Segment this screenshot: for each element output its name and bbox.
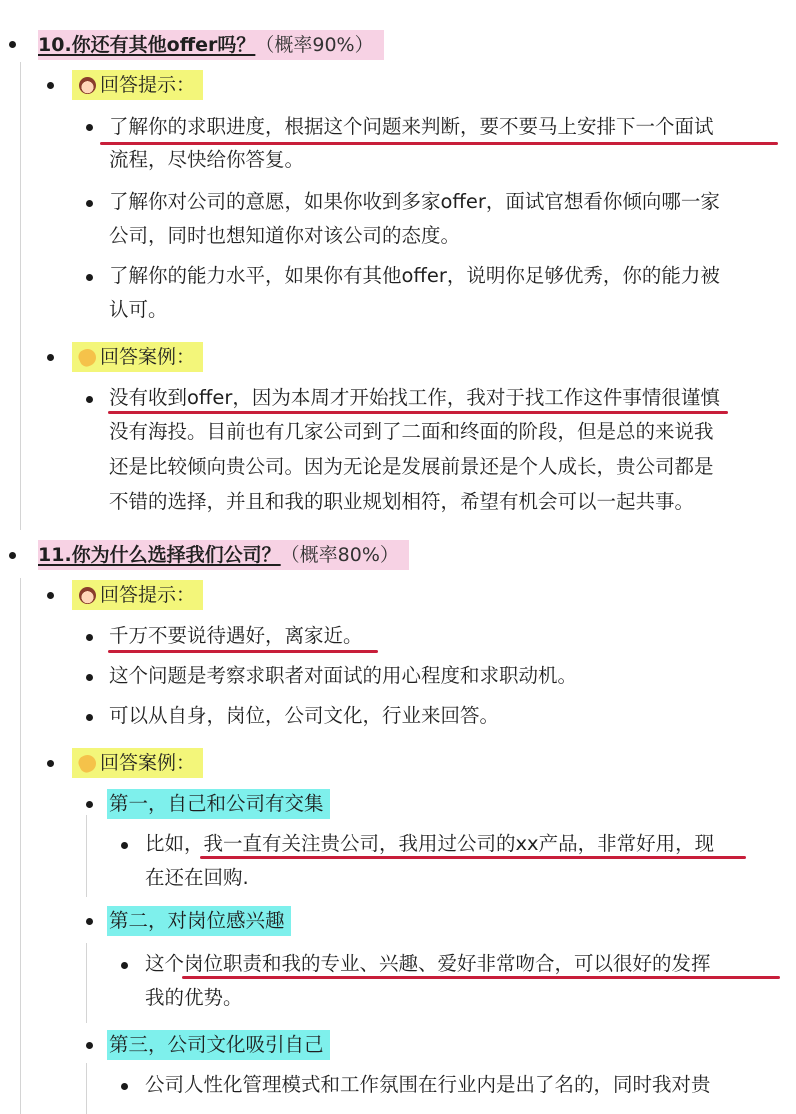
question-title-text: 11.你为什么选择我们公司？	[38, 544, 281, 566]
list-bullet	[86, 396, 93, 403]
point-heading: 第一，自己和公司有交集	[107, 789, 330, 819]
case-line: 没有海投。目前也有几家公司到了二面和终面的阶段，但是总的来说我	[109, 420, 714, 443]
question-11-title	[38, 540, 409, 570]
list-bullet	[86, 1042, 93, 1049]
hint-line: 可以从自身，岗位，公司文化，行业来回答。	[109, 704, 500, 727]
question-title-text: 10.你还有其他offer吗？	[38, 34, 256, 56]
point-line: 公司人性化管理模式和工作氛围在行业内是出了名的，同时我对贵	[145, 1073, 711, 1096]
list-bullet	[86, 918, 93, 925]
indent-guide	[20, 578, 21, 1114]
list-bullet	[86, 200, 93, 207]
red-underline	[108, 650, 378, 653]
point-line: 比如，我一直有关注贵公司，我用过公司的xx产品，非常好用，现	[145, 832, 715, 855]
list-bullet	[86, 714, 93, 721]
indent-guide	[20, 62, 21, 530]
hint-label-text: 回答提示：	[100, 74, 196, 96]
list-bullet	[121, 962, 128, 969]
case-label-text: 回答案例：	[100, 346, 196, 368]
list-bullet	[9, 41, 16, 48]
list-bullet	[47, 82, 54, 89]
case-label	[72, 748, 203, 778]
indent-guide	[86, 943, 87, 1023]
list-bullet	[86, 801, 93, 808]
indent-guide	[86, 815, 87, 897]
point-line: 这个岗位职责和我的专业、兴趣、爱好非常吻合，可以很好的发挥	[145, 952, 711, 975]
case-line: 没有收到offer，因为本周才开始找工作，我对于找工作这件事情很谨慎	[109, 386, 720, 409]
woman-face-icon	[79, 587, 96, 604]
hint-line: 了解你的能力水平，如果你有其他offer，说明你足够优秀，你的能力被	[109, 264, 720, 287]
hint-line: 了解你的求职进度，根据这个问题来判断，要不要马上安排下一个面试	[109, 115, 714, 138]
list-bullet	[9, 552, 16, 559]
red-underline	[108, 411, 728, 414]
list-bullet	[86, 634, 93, 641]
case-line: 还是比较倾向贵公司。因为无论是发展前景还是个人成长，贵公司都是	[109, 455, 714, 478]
hint-line: 流程，尽快给你答复。	[109, 148, 305, 171]
woman-face-icon	[79, 77, 96, 94]
question-probability: （概率90%）	[255, 34, 374, 56]
question-10-title	[38, 30, 384, 60]
point-line: 我的优势。	[145, 986, 243, 1009]
hint-line: 了解你对公司的意愿，如果你收到多家offer，面试官想看你倾向哪一家	[109, 190, 720, 213]
case-line: 不错的选择，并且和我的职业规划相符，希望有机会可以一起共事。	[109, 490, 695, 513]
list-bullet	[86, 124, 93, 131]
list-bullet	[47, 760, 54, 767]
hint-line: 认可。	[109, 298, 168, 321]
hint-label	[72, 70, 203, 100]
red-underline	[200, 856, 746, 859]
clapping-hands-icon	[76, 752, 99, 775]
case-label-text: 回答案例：	[100, 752, 196, 774]
list-bullet	[86, 674, 93, 681]
red-underline	[182, 976, 780, 979]
indent-guide	[86, 1063, 87, 1114]
hint-line: 这个问题是考察求职者对面试的用心程度和求职动机。	[109, 664, 578, 687]
list-bullet	[86, 274, 93, 281]
point-line: 在还在回购.	[145, 866, 249, 889]
list-bullet	[121, 1083, 128, 1090]
hint-label	[72, 580, 203, 610]
case-label	[72, 342, 203, 372]
point-heading: 第二，对岗位感兴趣	[107, 906, 291, 936]
point-heading: 第三，公司文化吸引自己	[107, 1030, 330, 1060]
clapping-hands-icon	[76, 346, 99, 369]
red-underline	[100, 142, 778, 145]
hint-line: 千万不要说待遇好，离家近。	[109, 624, 363, 647]
list-bullet	[47, 592, 54, 599]
list-bullet	[121, 842, 128, 849]
list-bullet	[47, 354, 54, 361]
hint-line: 公司，同时也想知道你对该公司的态度。	[109, 224, 461, 247]
hint-label-text: 回答提示：	[100, 584, 196, 606]
question-probability: （概率80%）	[280, 544, 399, 566]
